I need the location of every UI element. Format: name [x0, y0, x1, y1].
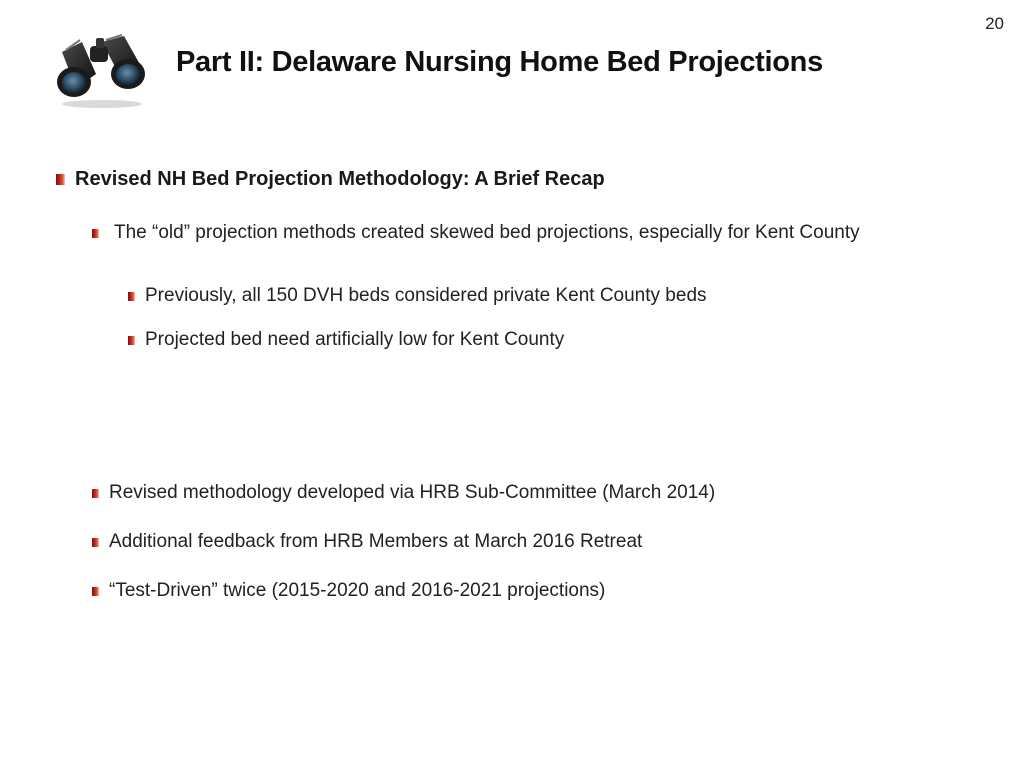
list-item-text: Additional feedback from HRB Members at March 2016 Retreat	[109, 531, 643, 552]
bullet-icon	[92, 229, 99, 238]
heading-bullet	[56, 168, 605, 191]
slide-number: 20	[985, 14, 1004, 33]
bullet-icon	[128, 292, 135, 301]
list-item-text: “Test-Driven” twice (2015-2020 and 2016-2021 projections)	[109, 580, 606, 601]
bullet-icon	[128, 336, 135, 345]
sub-list-item	[128, 329, 564, 351]
list-item-text: The “old” projection methods created skewed bed projections, especially for Kent County	[114, 222, 860, 243]
list-item-text: Revised methodology developed via HRB Sub-Committee (March 2014)	[109, 482, 716, 503]
sub-list-item	[128, 285, 707, 307]
sub-list-item-text: Previously, all 150 DVH beds considered private Kent County beds	[145, 285, 707, 306]
page-title: Part II: Delaware Nursing Home Bed Projections	[176, 46, 823, 78]
section-heading: Revised NH Bed Projection Methodology: A Brief Recap	[75, 168, 605, 190]
list-item	[92, 222, 860, 244]
list-item	[92, 482, 715, 504]
bullet-icon	[92, 489, 99, 498]
binoculars-icon	[52, 30, 148, 110]
sub-list-item-text: Projected bed need artificially low for Kent County	[145, 329, 565, 350]
bullet-icon	[92, 587, 99, 596]
bullet-icon	[56, 174, 65, 185]
bullet-icon	[92, 538, 99, 547]
list-item	[92, 580, 605, 602]
list-item	[92, 531, 642, 553]
